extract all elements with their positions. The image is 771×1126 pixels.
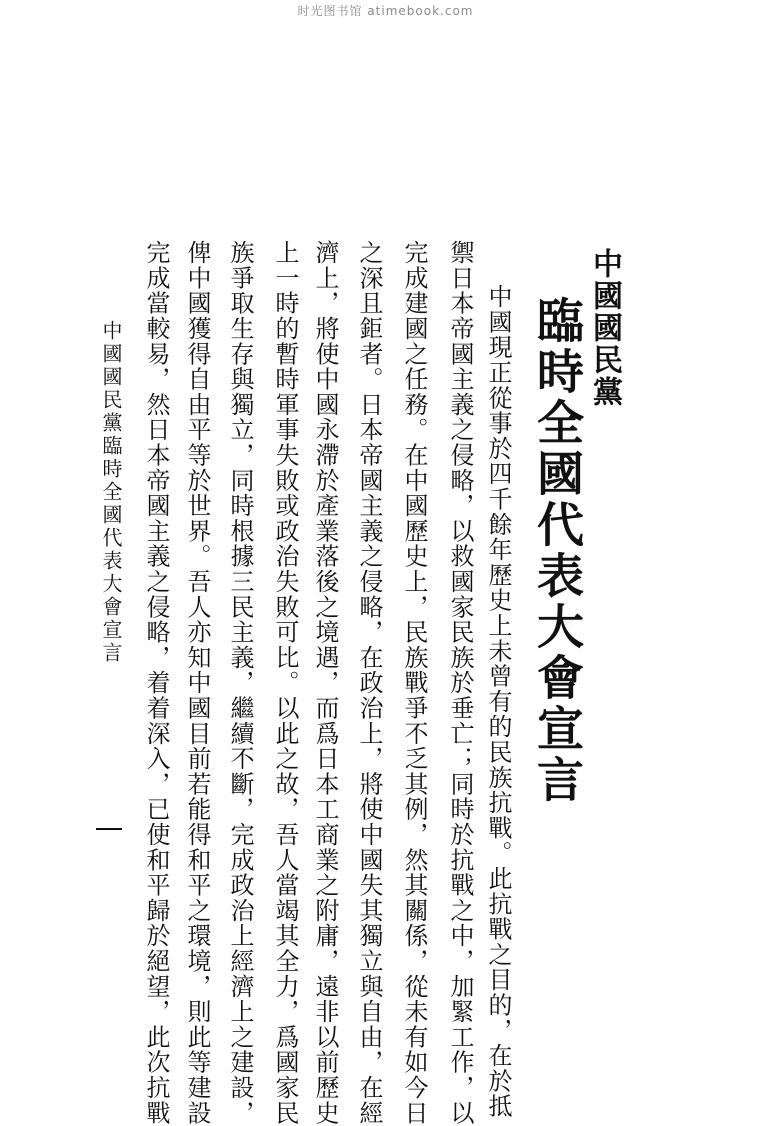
watermark-text: 时光图书馆 atimebook.com	[297, 4, 474, 18]
body-column-4: 之深且鉅者。日本帝國主義之侵略，在政治上，將使中國失其獨立與自由，在經	[355, 240, 383, 1126]
page-number	[96, 828, 122, 830]
body-column-7: 族爭取生存與獨立，同時根據三民主義，繼續不斷，完成政治上經濟上之建設，	[226, 240, 254, 1126]
body-column-9: 完成當較易，然日本帝國主義之侵略，着着深入，已使和平歸於絕望，此次抗戰	[142, 240, 170, 1126]
running-title: 中國國民黨臨時全國代表大會宣言	[99, 320, 123, 665]
body-column-5: 濟上，將使中國永滯於產業落後之境遇，而爲日本工商業之附庸，遠非以前歷史	[311, 240, 339, 1126]
body-column-8: 俾中國獲得自由平等於世界。吾人亦知中國目前若能得和平之環境，則此等建設	[183, 240, 211, 1126]
organization-heading: 中國國民黨	[587, 248, 622, 408]
document-title: 臨時全國代表大會宣言	[529, 296, 584, 806]
body-column-3: 完成建國之任務。在中國歷史上，民族戰爭不乏其例，然其關係，從未有如今日	[400, 240, 428, 1126]
body-column-6: 上一時的暫時軍事失敗或政治失敗可比。以此之故，吾人當竭其全力，爲國家民	[271, 240, 299, 1126]
body-column-2: 禦日本帝國主義之侵略，以救國家民族於垂亡；同時於抗戰之中，加緊工作，以	[446, 240, 474, 1126]
body-column-1: 中國現正從事於四千餘年歷史上未曾有的民族抗戰。此抗戰之目的，在於抵	[484, 284, 512, 1119]
